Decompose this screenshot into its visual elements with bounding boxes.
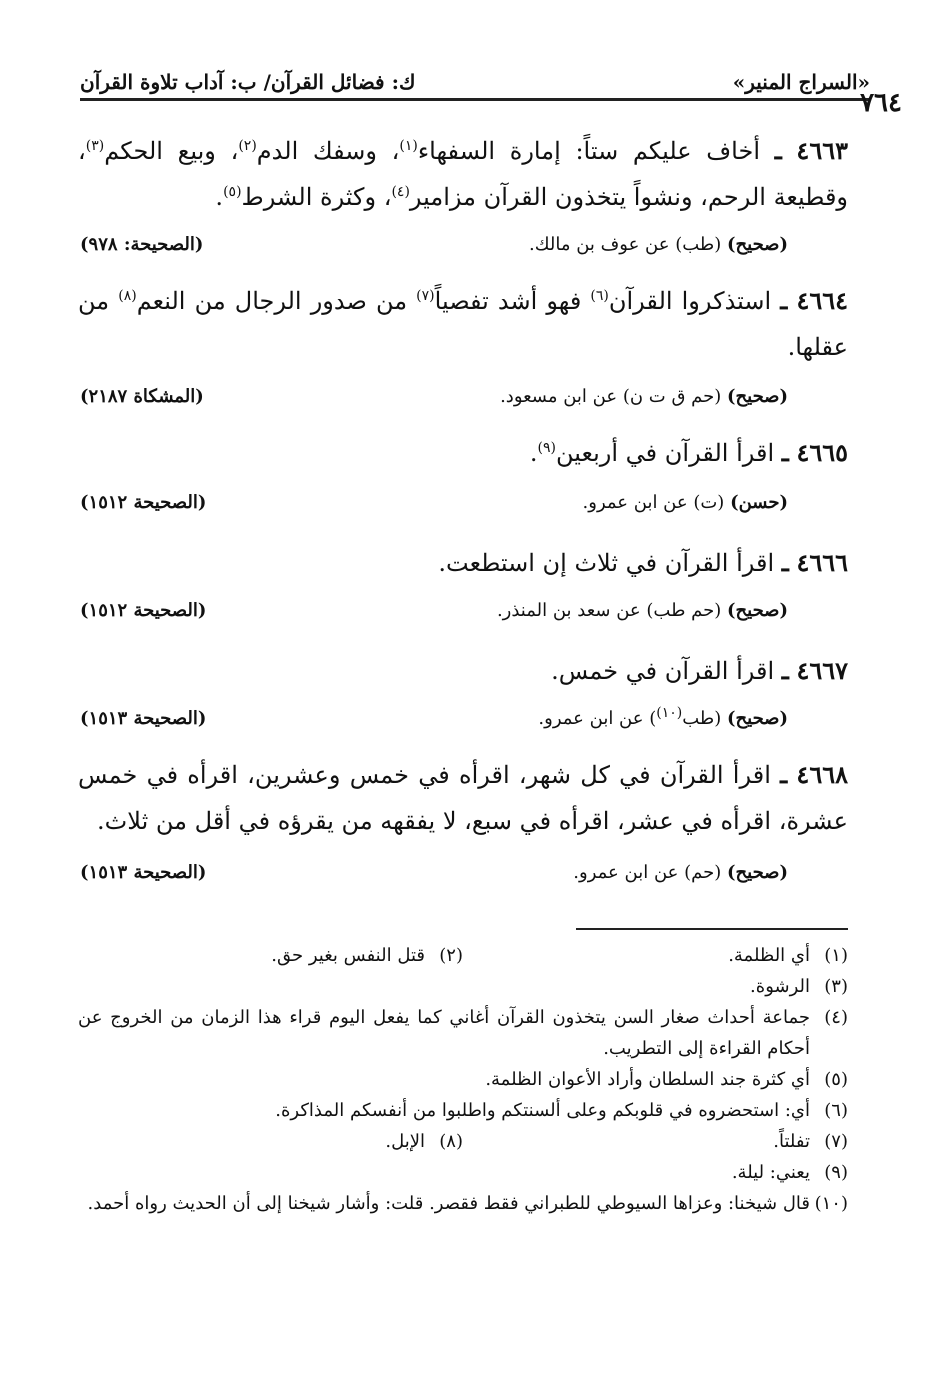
footnote-ref: (٩): [537, 440, 557, 456]
footnote-row: [78, 940, 848, 971]
reference: (الصحيحة ١٥١٢): [80, 492, 207, 513]
hadith-source: [573, 862, 788, 883]
narrator: (طب: [682, 708, 722, 729]
footnote-text: قال شيخنا: وعزاها السيوطي للطبراني فقط فقصر. قلت: وأشار شيخنا إلى أن الحديث رواه أحمد.: [87, 1193, 810, 1214]
footnote-ref: (١): [399, 138, 418, 154]
footnote-number: (٢): [439, 945, 463, 966]
footnote-number: (١): [824, 945, 848, 966]
footnote-number: (٣): [824, 976, 848, 997]
narrator: (حم طب) عن سعد بن المنذر.: [496, 600, 722, 621]
footnote-2: [78, 940, 463, 971]
hadith-text: من عقلها.: [78, 287, 848, 361]
hadith-4668: [78, 752, 848, 844]
footnote-text: جماعة أحداث صغار السن يتخذون القرآن أغاني كما يفعل اليوم قراء هذا الزمان من الخروج عن أحكام القراءة إلى التطريب.: [78, 1007, 810, 1059]
grade: (صحيح): [727, 234, 788, 255]
footnote-ref: (١٠): [656, 705, 683, 721]
footnote-number: (٤): [824, 1007, 848, 1028]
grade: (صحيح): [727, 862, 788, 883]
hadith-text: .: [529, 439, 538, 467]
reference: (المشكاة ٢١٨٧): [80, 386, 204, 407]
footnote-text: أي كثرة جند السلطان وأراد الأعوان الظلمة.: [485, 1069, 810, 1090]
narrator: (ت) عن ابن عمرو.: [582, 492, 725, 513]
hadith-source: [529, 234, 788, 255]
footnote-ref: (٥): [223, 184, 242, 200]
footnotes: [78, 940, 848, 1219]
hadith-source: [583, 492, 788, 513]
narrator: (حم) عن ابن عمرو.: [573, 862, 722, 883]
footnote-row: [78, 1126, 848, 1157]
footnote-text: قتل النفس بغير حق.: [271, 945, 425, 966]
reference: (الصحيحة ١٥١٣): [80, 862, 207, 883]
footnote-number: (١٠): [814, 1193, 848, 1214]
narrator: (حم ق ت ن) عن ابن مسعود.: [500, 386, 722, 407]
reference: (الصحيحة ١٥١٢): [80, 600, 207, 621]
hadith-source-row: [80, 386, 788, 416]
hadith-text: اقرأ القرآن في ثلاث إن استطعت.: [438, 549, 775, 577]
grade: (حسن): [730, 492, 788, 513]
footnote-text: أي الظلمة.: [728, 945, 810, 966]
hadith-4664: [78, 278, 848, 370]
hadith-source: [497, 600, 788, 621]
footnote-ref: (٤): [391, 184, 410, 200]
book-title: «السراج المنير»: [732, 70, 870, 94]
hadith-dash: ـ: [781, 656, 789, 685]
hadith-source: [538, 705, 788, 729]
footnote-1: [463, 940, 848, 971]
grade: (صحيح): [727, 708, 788, 729]
grade: (صحيح): [727, 600, 788, 621]
narrator: ) عن ابن عمرو.: [538, 708, 657, 729]
footnote-text: أي: استحضروه في قلوبكم وعلى ألسنتكم واطلبوا من أنفسكم المذاكرة.: [275, 1100, 810, 1121]
footnote-6: [78, 1095, 848, 1126]
hadith-source-row: [80, 600, 788, 630]
footnote-text: يعني: ليلة.: [731, 1162, 810, 1183]
footnote-number: (٥): [824, 1069, 848, 1090]
hadith-text: اقرأ القرآن في أربعين: [556, 439, 775, 467]
hadith-text: فهو أشد تفصياً: [434, 287, 591, 315]
hadith-dash: ـ: [780, 286, 788, 315]
hadith-text: من صدور الرجال من النعم: [136, 287, 417, 315]
footnote-text: الإبل.: [385, 1131, 425, 1152]
hadith-text: .: [215, 183, 224, 211]
header-rule: [80, 98, 870, 101]
hadith-dash: ـ: [781, 438, 789, 467]
hadith-text: استذكروا القرآن: [608, 287, 772, 315]
footnote-number: (٨): [439, 1131, 463, 1152]
hadith-number: ٤٦٦٥: [796, 438, 848, 467]
footnote-10: [78, 1188, 848, 1219]
footnote-ref: (٨): [118, 288, 137, 304]
footnote-number: (٦): [824, 1100, 848, 1121]
hadith-dash: ـ: [774, 136, 782, 165]
hadith-number: ٤٦٦٦: [796, 548, 848, 577]
hadith-text: ، وبيع الحكم: [104, 137, 239, 165]
grade: (صحيح): [727, 386, 788, 407]
reference: (الصحيحة ١٥١٣): [80, 708, 207, 729]
hadith-text: ، وكثرة الشرط: [241, 183, 392, 211]
footnote-9: [78, 1157, 848, 1188]
running-header: [80, 60, 870, 100]
footnote-text: تفلتاً.: [773, 1131, 810, 1152]
hadith-text: ، وسفك الدم: [256, 137, 400, 165]
hadith-number: ٤٦٦٣: [796, 136, 848, 165]
hadith-text: ، وقطيعة الرحم، ونشواً يتخذون القرآن مزامير: [78, 137, 848, 211]
footnote-5: [78, 1064, 848, 1095]
chapter-title: ك: فضائل القرآن/ ب: آداب تلاوة القرآن: [80, 70, 416, 94]
footnote-ref: (٧): [416, 288, 435, 304]
footnote-number: (٧): [824, 1131, 848, 1152]
footnote-ref: (٦): [590, 288, 609, 304]
hadith-4665: [78, 430, 848, 476]
footnote-ref: (٣): [85, 138, 105, 154]
hadith-source-row: [80, 705, 788, 738]
footnote-separator: [576, 928, 848, 930]
footnote-8: [78, 1126, 463, 1157]
footnote-text: الرشوة.: [750, 976, 810, 997]
hadith-text: أخاف عليكم ستاً: إمارة السفهاء: [417, 137, 761, 165]
hadith-source-row: [80, 862, 788, 892]
hadith-text: اقرأ القرآن في كل شهر، اقرأه في خمس وعشرين، اقرأه في خمس عشرة، اقرأه في عشر، اقرأه في سبع، لا يفقهه من يقرؤه في أقل من ثلاث.: [78, 761, 848, 835]
narrator: (طب) عن عوف بن مالك.: [528, 234, 722, 255]
reference: (الصحيحة: ٩٧٨): [80, 234, 204, 255]
hadith-source-row: [80, 234, 788, 264]
hadith-dash: ـ: [781, 548, 789, 577]
hadith-source-row: [80, 492, 788, 522]
hadith-number: ٤٦٦٤: [796, 286, 848, 315]
hadith-number: ٤٦٦٧: [796, 656, 848, 685]
hadith-4663: [78, 128, 848, 220]
footnote-4: [78, 1002, 848, 1064]
hadith-text: اقرأ القرآن في خمس.: [551, 657, 775, 685]
hadith-dash: ـ: [780, 760, 788, 789]
footnote-3: [78, 971, 848, 1002]
footnote-number: (٩): [824, 1162, 848, 1183]
footnote-7: [463, 1126, 848, 1157]
footnote-ref: (٢): [238, 138, 257, 154]
hadith-4666: [78, 540, 848, 586]
page-number: ٧٦٤: [860, 88, 902, 118]
hadith-number: ٤٦٦٨: [796, 760, 848, 789]
hadith-4667: [78, 648, 848, 694]
hadith-source: [500, 386, 788, 407]
